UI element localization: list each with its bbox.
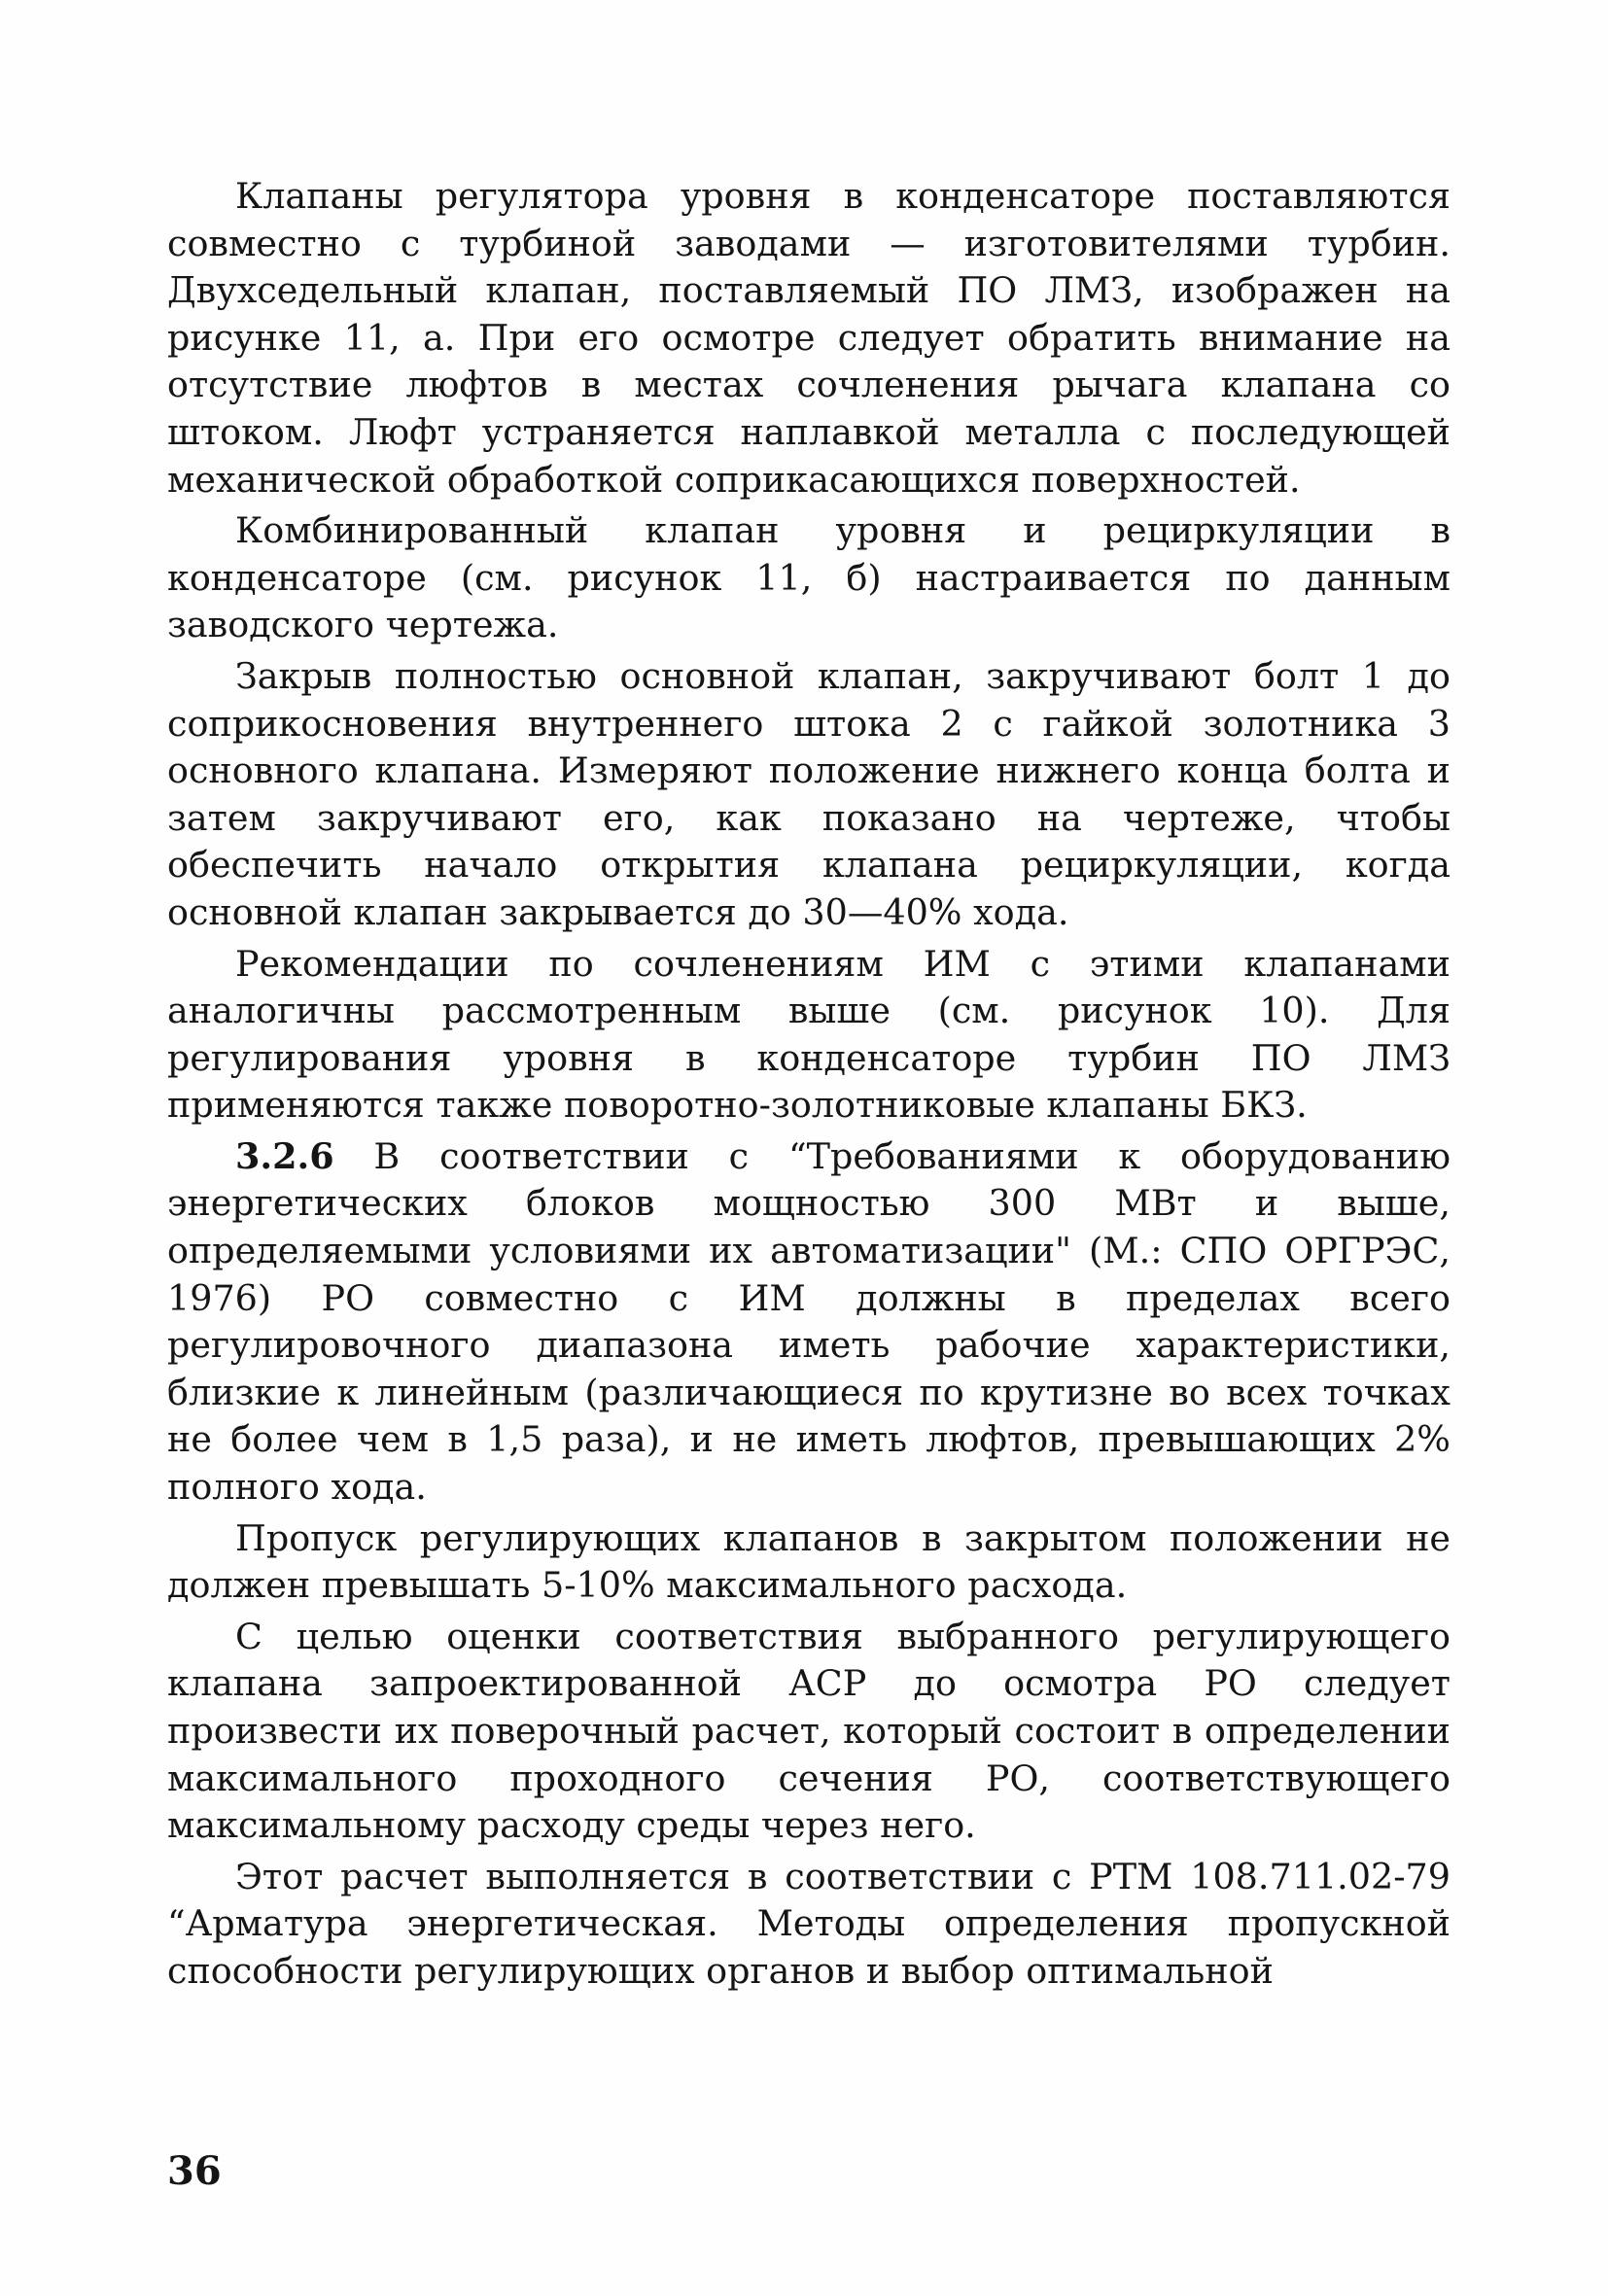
paragraph-text: Пропуск регулирующих клапанов в закрытом положении не должен превышать 5-10% максимального расхода. <box>167 1516 1451 1607</box>
paragraph-text: Закрыв полностью основной клапан, закручивают болт 1 до соприкосновения внутреннего штока 2 с гайкой золотника 3 основного клапана. Измеряют положение нижнего конца болта и затем закручивают его, как показано на чертеже, чтобы обеспечить начало открытия клапана рециркуляции, когда основной клапан закрывается до 30—40% хода. <box>167 654 1451 933</box>
paragraph-text: С целью оценки соответствия выбранного регулирующего клапана запроектированной АСР до осмотра РО следует произвести их поверочный расчет, который состоит в определении максимального проходного сечения РО, соответствующего максимальному расходу среды через него. <box>167 1615 1451 1847</box>
paragraph-4 <box>167 941 1451 1130</box>
paragraph-text: Этот расчет выполняется в соответствии с РТМ 108.711.02-79 “Арматура энергетическая. Методы определения пропускной способности регулирующих органов и выбор оптимальной <box>167 1855 1451 1992</box>
paragraph-6 <box>167 1515 1451 1610</box>
paragraph-5 <box>167 1133 1451 1512</box>
section-number: 3.2.6 <box>235 1134 334 1177</box>
paragraph-text: Рекомендации по сочленениям ИМ с этими клапанами аналогичны рассмотренным выше (см. рисунок 10). Для регулирования уровня в конденсаторе турбин ПО ЛМЗ применяются также поворотно-золотниковые клапаны БКЗ. <box>167 942 1451 1127</box>
paragraph-text: В соответствии с “Требованиями к оборудованию энергетических блоков мощностью 300 МВт и выше, определяемыми условиями их автоматизации" (М.: СПО ОРГРЭС, 1976) РО совместно с ИМ должны в пределах всего регулировочного диапазона иметь рабочие характеристики, близкие к линейным (различающиеся по крутизне во всех точках не более чем в 1,5 раза), и не иметь люфтов, превышающих 2% полного хода. <box>167 1134 1451 1509</box>
paragraph-8 <box>167 1854 1451 1996</box>
paragraph-text: Клапаны регулятора уровня в конденсаторе поставляются совместно с турбиной заводами — изготовителями турбин. Двухседельный клапан, поставляемый ПО ЛМЗ, изображен на рисунке 11, а. При его осмотре следует обратить внимание на отсутствие люфтов в местах сочленения рычага клапана со штоком. Люфт устраняется наплавкой металла с последующей механической обработкой соприкасающихся поверхностей. <box>167 175 1451 501</box>
paragraph-3 <box>167 653 1451 937</box>
paragraph-1 <box>167 173 1451 504</box>
paragraph-7 <box>167 1614 1451 1850</box>
page-number: 36 <box>167 2148 222 2194</box>
paragraph-text: Комбинированный клапан уровня и рециркуляции в конденсаторе (см. рисунок 11, б) настраивается по данным заводского чертежа. <box>167 509 1451 646</box>
body-text <box>167 173 1451 1996</box>
paragraph-2 <box>167 507 1451 649</box>
